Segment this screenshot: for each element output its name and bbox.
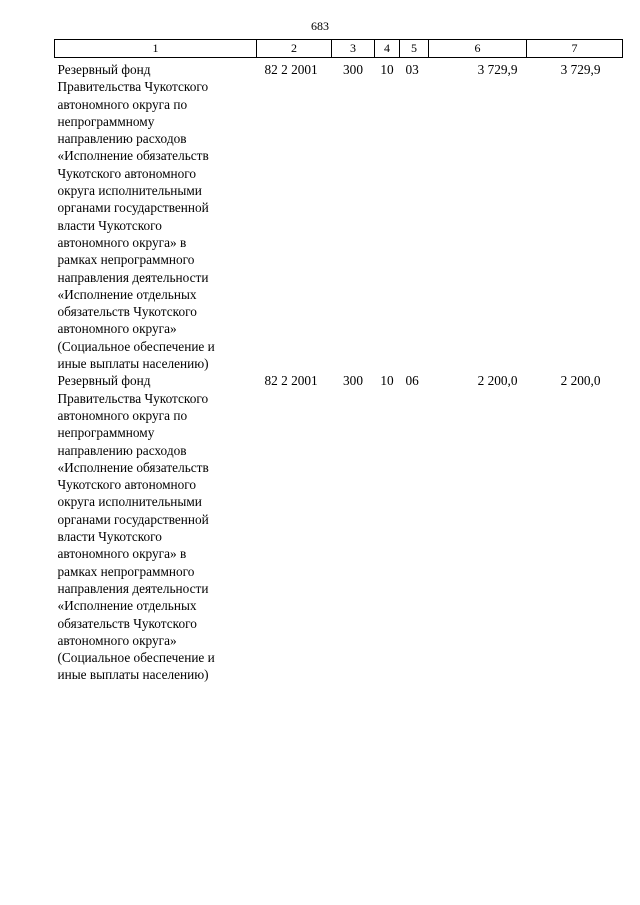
row-csr-code: 82 2 2001 (264, 62, 318, 77)
row-name-line: власти Чукотского (57, 217, 162, 233)
row-name (55, 372, 257, 683)
row-pr-code: 03 (405, 62, 419, 77)
row-rz-code: 10 (380, 373, 394, 389)
row-name (55, 58, 257, 373)
row-name-line: Чукотского автономного (57, 477, 197, 493)
row-name-line: непрограммному (57, 113, 155, 129)
row-name-line: «Исполнение отдельных (57, 286, 197, 302)
row-amount-col6: 2 200,0 (477, 373, 518, 389)
row-name-line: направления деятельности (57, 580, 209, 596)
row-name-line: округа исполнительными (57, 183, 202, 199)
row-name-line: направления деятельности (57, 269, 209, 285)
row-name-line: «Исполнение обязательств (57, 459, 209, 475)
row-name-line: обязательств Чукотского (57, 304, 197, 320)
row-name-line: обязательств Чукотского (57, 615, 197, 631)
row-pr-code: 06 (405, 373, 419, 389)
row-csr-code: 82 2 2001 (264, 373, 318, 389)
row-amount-col7: 3 729,9 (560, 62, 601, 77)
row-name-line: «Исполнение отдельных (57, 598, 197, 614)
row-name-line: Чукотского автономного (57, 165, 197, 181)
row-name-line: (Социальное обеспечение и (57, 650, 215, 666)
row-name-line: рамках непрограммного (57, 563, 195, 579)
row-name-line: органами государственной (57, 200, 209, 216)
row-name-line: автономного округа» в (57, 234, 187, 250)
row-name-line: иные выплаты населению) (57, 667, 209, 683)
row-rz-code: 10 (380, 62, 394, 77)
row-name-line: округа исполнительными (57, 494, 202, 510)
row-amount-col6: 3 729,9 (477, 62, 518, 77)
row-vr-code: 300 (343, 373, 363, 389)
row-name-line: «Исполнение обязательств (57, 148, 209, 164)
row-name-line: направлению расходов (57, 131, 187, 147)
row-name-line: Правительства Чукотского (57, 79, 209, 95)
row-name-line: иные выплаты населению) (57, 356, 209, 372)
row-name-line: рамках непрограммного (57, 252, 195, 268)
header-col-4: 4 (375, 40, 400, 58)
row-name-line: органами государственной (57, 511, 209, 527)
header-col-7: 7 (527, 40, 623, 58)
header-col-2: 2 (257, 40, 332, 58)
row-name-line: автономного округа» в (57, 546, 187, 562)
row-name-line: Резервный фонд (57, 373, 151, 389)
header-col-5: 5 (400, 40, 429, 58)
row-name-line: власти Чукотского (57, 529, 162, 545)
row-name-line: автономного округа» (57, 632, 177, 648)
row-name-line: непрограммному (57, 425, 155, 441)
row-name-line: Резервный фонд (57, 62, 151, 77)
header-col-6: 6 (429, 40, 527, 58)
row-vr-code: 300 (343, 62, 363, 77)
page-number: 683 (311, 19, 329, 33)
row-name-line: автономного округа по (57, 407, 188, 423)
row-name-line: (Социальное обеспечение и (57, 338, 215, 354)
row-name-line: автономного округа по (57, 96, 188, 112)
row-name-line: Правительства Чукотского (57, 390, 209, 406)
header-col-3: 3 (332, 40, 375, 58)
row-name-line: направлению расходов (57, 442, 187, 458)
header-col-1: 1 (55, 40, 257, 58)
table-row (55, 372, 623, 683)
row-amount-col7: 2 200,0 (560, 373, 601, 389)
row-name-line: автономного округа» (57, 321, 177, 337)
table-row (55, 58, 623, 373)
budget-table (54, 39, 623, 684)
header-row (55, 40, 623, 58)
